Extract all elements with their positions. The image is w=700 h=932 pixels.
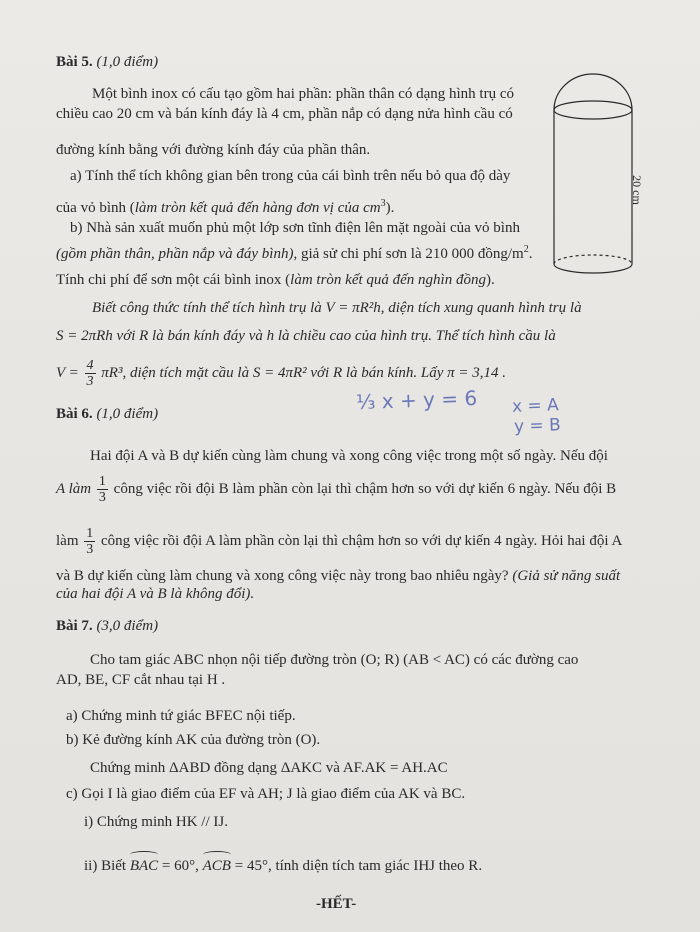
problem-5-part-b: b) Nhà sản xuất muốn phủ một lớp sơn tĩnh điện lên mặt ngoài của vỏ bình xyxy=(70,220,520,236)
problem-6-line-2: A làm $\frac{1}{3}$ công việc rồi đội B làm phần còn lại thì chậm hơn so với dự kiến 6 ngày. Nếu đội B xyxy=(56,474,617,505)
problem-7-line-1: Cho tam giác ABC nhọn nội tiếp đường tròn (O; R) (AB < AC) có các đường cao xyxy=(90,652,579,668)
handwritten-x-a: x = A xyxy=(511,395,560,417)
handwritten-y-b: y = B xyxy=(513,415,562,437)
problem-6-heading: Bài 6. (1,0 điểm) xyxy=(56,406,159,422)
problem-7-part-c-i: i) Chứng minh HK // IJ. xyxy=(84,814,228,830)
angle-bac: BAC xyxy=(129,858,159,874)
problem-5-line-3: đường kính bằng với đường kính đáy của phần thân. xyxy=(56,142,371,158)
problem-5-heading: Bài 5. (1,0 điểm) xyxy=(56,54,159,70)
problem-6-line-3: làm $\frac{1}{3}$ công việc rồi đội A làm phần còn lại thì chậm hơn so với dự kiến 4 ngày. Hỏi hai đội A xyxy=(56,526,623,557)
problem-5-part-a: a) Tính thể tích không gian bên trong của cái bình trên nếu bỏ qua độ dày xyxy=(70,168,511,184)
problem-7-part-b-line-2: Chứng minh ΔABD đồng dạng ΔAKC và AF.AK = AH.AC xyxy=(90,760,448,776)
problem-6-line-5: của hai đội A và B là không đổi). xyxy=(56,586,255,602)
problem-5-part-b-line-3: Tính chi phí để sơn một cái bình inox (làm tròn kết quả đến nghìn đồng). xyxy=(56,272,495,288)
problem-7-part-b: b) Kẻ đường kính AK của đường tròn (O). xyxy=(66,732,321,748)
problem-6-line-1: Hai đội A và B dự kiến cùng làm chung và xong công việc trong một số ngày. Nếu đội xyxy=(90,448,608,464)
formula-line-3: V = $\frac{4}{3}$ πR³, diện tích mặt cầu là S = 4πR² với R là bán kính. Lấy π = 3,14 . xyxy=(56,358,507,389)
problem-5-line-1: Một bình inox có cấu tạo gồm hai phần: phần thân có dạng hình trụ có xyxy=(92,86,514,102)
problem-7-part-c: c) Gọi I là giao điểm của EF và AH; J là giao điểm của AK và BC. xyxy=(66,786,466,802)
angle-acb: ACB xyxy=(202,858,231,874)
formula-line-2: S = 2πRh với R là bán kính đáy và h là chiều cao của hình trụ. Thể tích hình cầu là xyxy=(56,328,556,344)
problem-7-line-2: AD, BE, CF cắt nhau tại H . xyxy=(56,672,226,688)
end-marker: -HẾT- xyxy=(316,896,357,912)
problem-6-line-4: và B dự kiến cùng làm chung và xong công việc này trong bao nhiêu ngày? (Giả sử năng suất xyxy=(56,568,621,584)
fraction-1-3: $\frac{1}{3}$ xyxy=(98,474,106,505)
handwritten-equation: ⅓ x + y = 6 xyxy=(355,385,478,415)
problem-7-part-c-ii: ii) Biết BAC = 60°, ACB = 45°, tính diện tích tam giác IHJ theo R. xyxy=(84,858,483,874)
height-label: 20 cm xyxy=(629,175,644,205)
formula-line-1: Biết công thức tính thể tích hình trụ là V = πR²h, diện tích xung quanh hình trụ là xyxy=(92,300,582,316)
problem-5-part-b-line-2: (gồm phần thân, phần nắp và đáy bình), giả sử chi phí sơn là 210 000 đồng/$m^2$. xyxy=(56,244,533,262)
fraction-1-3-b: $\frac{1}{3}$ xyxy=(86,526,94,557)
problem-5-line-2: chiều cao 20 cm và bán kính đáy là 4 cm, phần nắp có dạng nửa hình cầu có xyxy=(56,106,513,122)
problem-7-part-a: a) Chứng minh tứ giác BFEC nội tiếp. xyxy=(66,708,296,724)
problem-5-part-a-line-2: của vỏ bình (làm tròn kết quả đến hàng đơn vị của $cm^3$). xyxy=(56,198,395,216)
problem-7-heading: Bài 7. (3,0 điểm) xyxy=(56,618,159,634)
fraction-4-3: $\frac{4}{3}$ xyxy=(86,358,94,389)
